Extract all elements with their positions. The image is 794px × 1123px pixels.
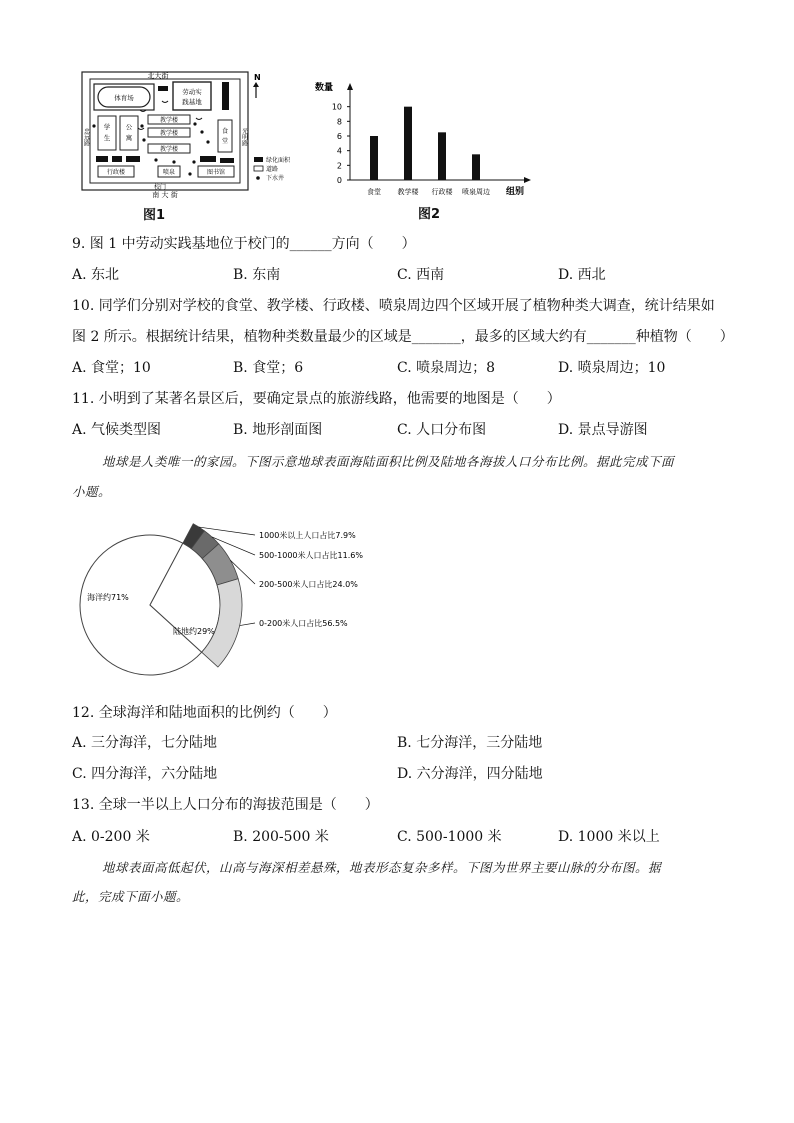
- q11-option-a[interactable]: A. 气候类型图: [72, 422, 162, 438]
- x-tick-label: 喷泉周边: [462, 188, 490, 196]
- land-label: 陆地约29%: [173, 627, 215, 636]
- bar-4: [472, 154, 480, 180]
- q12-option-d[interactable]: D. 六分海洋，四分陆地: [397, 766, 543, 782]
- teaching-building-2-label: 教学楼: [159, 130, 179, 137]
- leader-line: [240, 623, 255, 626]
- q11-option-b[interactable]: B. 地形剖面图: [233, 422, 323, 438]
- ocean-label: 海洋约71%: [87, 593, 129, 602]
- canteen-label-1: 食: [221, 128, 229, 135]
- canteen-building: [218, 120, 232, 152]
- y-tick-label: 8: [336, 117, 342, 127]
- green-area-block: [222, 82, 229, 110]
- green-area-block: [158, 86, 168, 91]
- x-tick-label: 教学楼: [397, 188, 419, 196]
- legend-manhole-icon: [256, 176, 260, 180]
- legend-road-label: 道路: [266, 166, 279, 173]
- q9-option-c[interactable]: C. 西南: [397, 267, 445, 283]
- y-axis-label: 数量: [315, 83, 334, 93]
- q13-option-a[interactable]: A. 0-200 米: [72, 829, 150, 845]
- school-map-figure: [78, 66, 316, 202]
- q11-option-d[interactable]: D. 景点导游图: [558, 422, 648, 438]
- q10-option-c[interactable]: C. 喷泉周边；8: [397, 360, 496, 376]
- plant-species-bar-chart: [310, 78, 540, 200]
- bar-3: [438, 132, 446, 180]
- population-ring-label-4: 0-200米人口占比56.5%: [259, 619, 348, 628]
- x-tick-label: 行政楼: [431, 188, 453, 196]
- teaching-building-1-label: 教学楼: [159, 117, 179, 124]
- land-sea-pie-chart: [75, 518, 395, 688]
- intro-paragraph-1-line1: 地球是人类唯一的家园。下图示意地球表面海陆面积比例及陆地各海拔人口分布比例。据此完成下面: [102, 454, 675, 469]
- apartment-label-2: 寓: [125, 134, 133, 142]
- bar-1: [370, 136, 378, 180]
- x-axis-label: 组别: [506, 187, 525, 197]
- labor-base-label-2: 践基地: [182, 98, 202, 106]
- question-9-stem: 9. 图 1 中劳动实践基地位于校门的______方向（ ）: [72, 236, 416, 252]
- population-ring-label-1: 1000米以上人口占比7.9%: [259, 531, 356, 540]
- q12-option-c[interactable]: C. 四分海洋，六分陆地: [72, 766, 218, 782]
- east-road-label: 光明路: [240, 128, 248, 146]
- green-area-block: [126, 156, 140, 162]
- figure1-caption: 图1: [143, 208, 166, 223]
- population-ring-label-2: 500-1000米人口占比11.6%: [259, 551, 363, 560]
- west-road-label: 忠远路: [82, 128, 90, 146]
- x-tick-label: 食堂: [367, 188, 381, 196]
- y-tick-label: 2: [336, 161, 342, 171]
- north-arrowhead-icon: [253, 82, 259, 87]
- green-area-block: [112, 156, 122, 162]
- north-marker-label: N: [254, 73, 261, 82]
- student-label-2: 生: [103, 134, 111, 142]
- admin-label: 行政楼: [106, 169, 126, 176]
- north-road-label: 北大街: [147, 72, 169, 80]
- green-area-block: [96, 156, 108, 162]
- canteen-label-2: 堂: [221, 138, 229, 145]
- apartment-label-1: 公: [125, 123, 133, 131]
- y-tick-label: 0: [336, 176, 342, 185]
- labor-base-label-1: 劳动实: [182, 88, 202, 96]
- question-10-stem-line1: 10. 同学们分别对学校的食堂、教学楼、行政楼、喷泉周边四个区域开展了植物种类大调查，统计结果如: [72, 298, 715, 314]
- q9-option-b[interactable]: B. 东南: [233, 267, 281, 283]
- south-road-label: 南 大 街: [152, 191, 178, 199]
- y-axis-arrow-icon: [347, 83, 353, 90]
- y-tick-label: 6: [336, 132, 342, 141]
- y-tick-label: 10: [331, 102, 342, 112]
- q10-option-d[interactable]: D. 喷泉周边；10: [558, 360, 666, 376]
- apartment-building: [120, 116, 138, 150]
- figure2-caption: 图2: [418, 207, 441, 222]
- legend-green-swatch: [254, 157, 263, 162]
- question-12-stem: 12. 全球海洋和陆地面积的比例约（ ）: [72, 705, 337, 721]
- population-ring-label-3: 200-500米人口占比24.0%: [259, 580, 358, 589]
- q12-option-b[interactable]: B. 七分海洋，三分陆地: [397, 735, 543, 751]
- x-axis-arrow-icon: [524, 177, 531, 183]
- green-area-block: [220, 158, 234, 163]
- y-tick-label: 4: [336, 146, 342, 156]
- q10-option-b[interactable]: B. 食堂；6: [233, 360, 304, 376]
- legend-road-swatch: [254, 166, 263, 171]
- question-10-stem-line2: 图 2 所示。根据统计结果，植物种类数量最少的区域是_______，最多的区域大约有_______种植物（ ）: [72, 329, 734, 345]
- question-13-stem: 13. 全球一半以上人口分布的海拔范围是（ ）: [72, 797, 379, 813]
- fountain-label: 喷泉: [162, 169, 176, 176]
- q13-option-b[interactable]: B. 200-500 米: [233, 829, 329, 845]
- intro-paragraph-2-line1: 地球表面高低起伏，山高与海深相差悬殊，地表形态复杂多样。下图为世界主要山脉的分布图。据: [102, 860, 662, 875]
- library-label: 图书馆: [206, 169, 226, 176]
- gate-label: 校门: [153, 184, 167, 191]
- bar-2: [404, 107, 412, 180]
- q9-option-d[interactable]: D. 西北: [558, 267, 606, 283]
- stadium-label: 体育场: [114, 94, 134, 102]
- q13-option-d[interactable]: D. 1000 米以上: [558, 829, 660, 845]
- intro-paragraph-1-line2: 小题。: [72, 484, 112, 499]
- q12-option-a[interactable]: A. 三分海洋，七分陆地: [72, 735, 218, 751]
- q9-option-a[interactable]: A. 东北: [72, 267, 120, 283]
- teaching-building-3-label: 教学楼: [159, 146, 179, 153]
- question-11-stem: 11. 小明到了某著名景区后，要确定景点的旅游线路，他需要的地图是（ ）: [72, 391, 561, 407]
- legend-manhole-label: 下水井: [266, 175, 285, 182]
- student-building: [98, 116, 116, 150]
- q11-option-c[interactable]: C. 人口分布图: [397, 422, 487, 438]
- intro-paragraph-2-line2: 此，完成下面小题。: [72, 889, 190, 904]
- student-label-1: 学: [103, 123, 111, 131]
- q13-option-c[interactable]: C. 500-1000 米: [397, 829, 502, 845]
- q10-option-a[interactable]: A. 食堂；10: [72, 360, 151, 376]
- legend-green-label: 绿化面积: [266, 157, 291, 164]
- green-area-block: [200, 156, 216, 162]
